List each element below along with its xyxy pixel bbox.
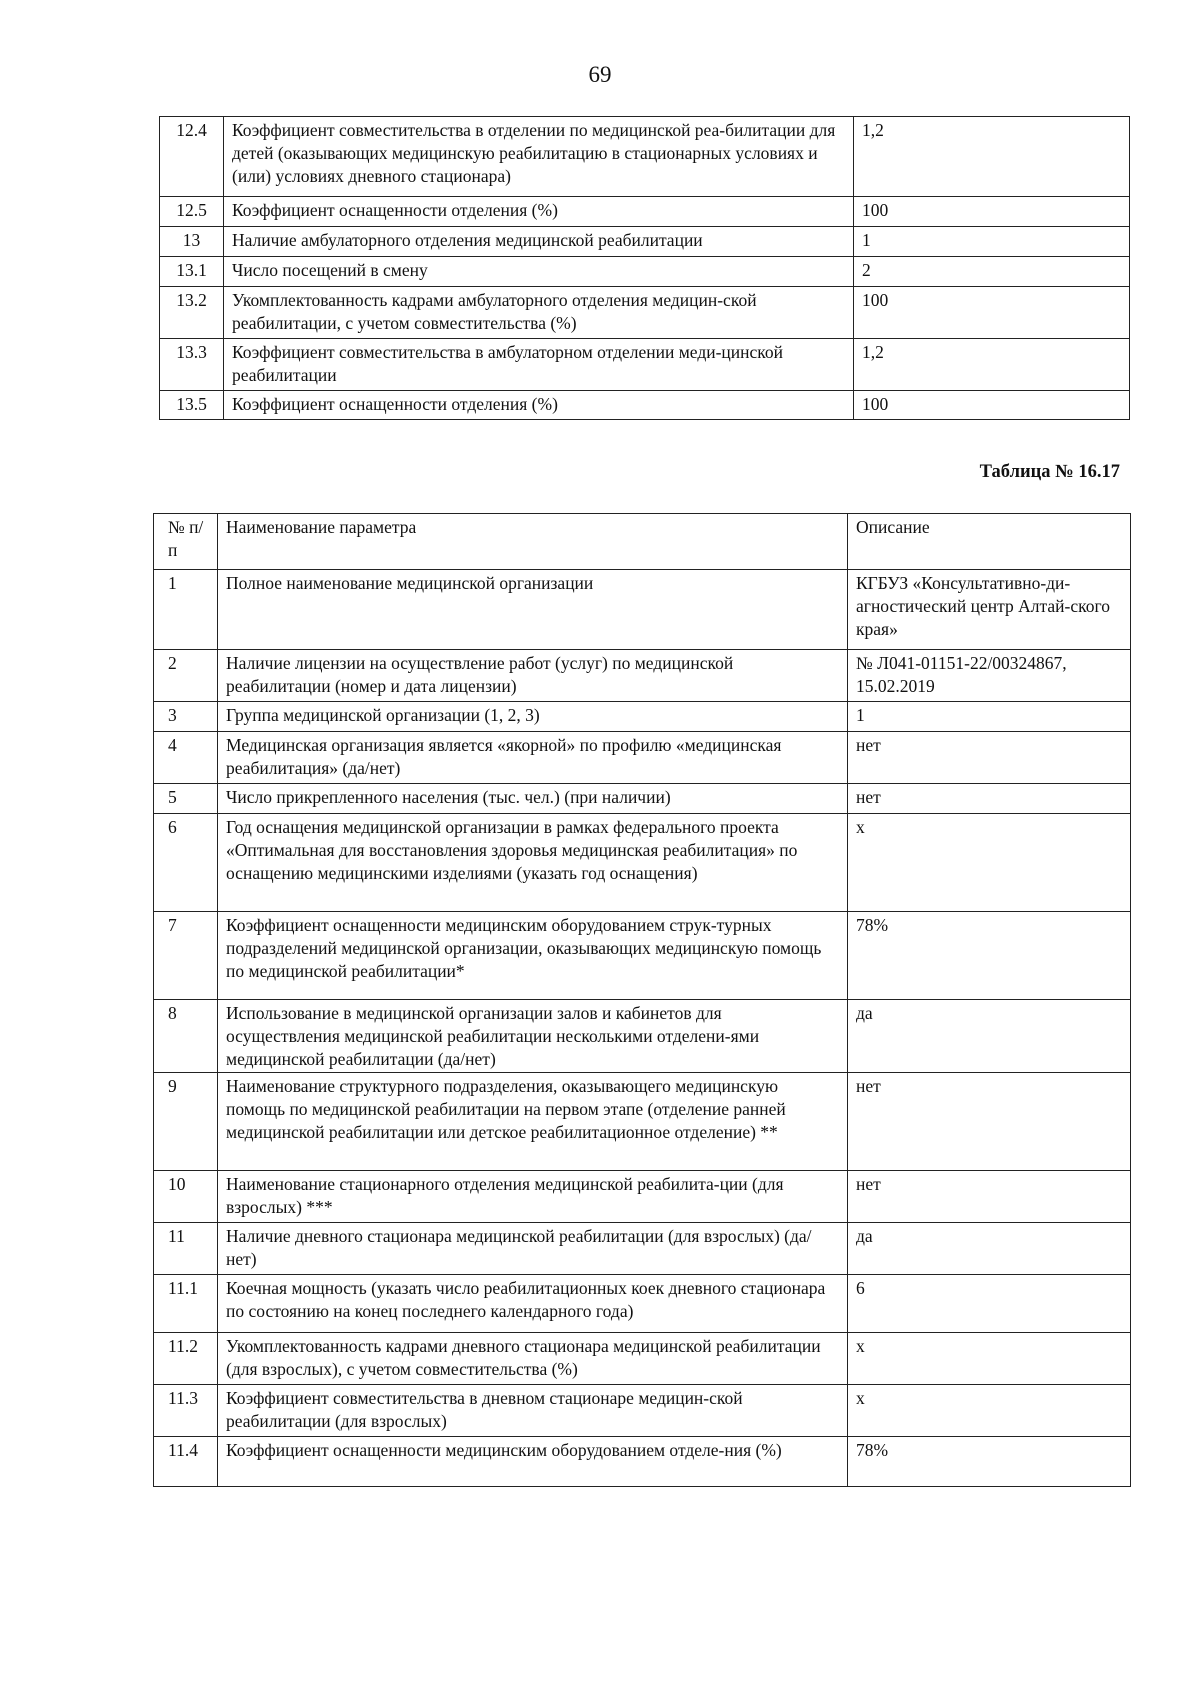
table-row (154, 570, 1131, 650)
cell-num: 13.5 (160, 391, 224, 420)
cell-value: 78% (848, 1437, 1131, 1487)
table-row (154, 1385, 1131, 1437)
cell-num: 13 (160, 227, 224, 257)
cell-name: Коэффициент совместительства в отделении по медицинской реа-билитации для детей (оказывающих медицинскую реабилитацию в стационарных условиях и (или) условиях дневного стационара) (224, 117, 854, 197)
cell-value: № Л041-01151-22/00324867, 15.02.2019 (848, 650, 1131, 702)
cell-name: Укомплектованность кадрами амбулаторного отделения медицин-ской реабилитации, с учетом совместительства (%) (224, 287, 854, 339)
cell-name: Наименование структурного подразделения, оказывающего медицинскую помощь по медицинской реабилитации на первом этапе (отделение ранней медицинской реабилитации или детское реабилитационное отделение) ** (218, 1073, 848, 1171)
table-row (160, 227, 1130, 257)
table-row (154, 814, 1131, 912)
table-row (160, 257, 1130, 287)
cell-num: 5 (154, 784, 218, 814)
cell-num: 6 (154, 814, 218, 912)
cell-name: Группа медицинской организации (1, 2, 3) (218, 702, 848, 732)
table-row (160, 339, 1130, 391)
cell-value: нет (848, 732, 1131, 784)
cell-value: 100 (854, 197, 1130, 227)
cell-num: 1 (154, 570, 218, 650)
cell-name: Год оснащения медицинской организации в рамках федерального проекта «Оптимальная для восстановления здоровья медицинская реабилитация» по оснащению медицинскими изделиями (указать год оснащения) (218, 814, 848, 912)
cell-name: Коэффициент совместительства в амбулаторном отделении меди-цинской реабилитации (224, 339, 854, 391)
table-caption: Таблица № 16.17 (979, 462, 1120, 482)
cell-value: да (848, 1223, 1131, 1275)
cell-num: 9 (154, 1073, 218, 1171)
cell-name: Использование в медицинской организации залов и кабинетов для осуществления медицинской реабилитации несколькими отделени-ями медицинской реабилитации (да/нет) (218, 1000, 848, 1073)
cell-value: 6 (848, 1275, 1131, 1333)
cell-num: 11.1 (154, 1275, 218, 1333)
cell-num: 2 (154, 650, 218, 702)
table-header-row (154, 514, 1131, 570)
header-value: Описание (848, 514, 1131, 570)
table-row (154, 702, 1131, 732)
cell-name: Укомплектованность кадрами дневного стационара медицинской реабилитации (для взрослых), с учетом совместительства (%) (218, 1333, 848, 1385)
table-row (154, 1000, 1131, 1073)
main-table (153, 513, 1131, 1487)
cell-name: Коэффициент оснащенности медицинским оборудованием отделе-ния (%) (218, 1437, 848, 1487)
table-row (154, 650, 1131, 702)
table-row (154, 1275, 1131, 1333)
cell-name: Медицинская организация является «якорной» по профилю «медицинская реабилитация» (да/нет) (218, 732, 848, 784)
cell-num: 8 (154, 1000, 218, 1073)
table-row (160, 117, 1130, 197)
table-row (154, 1223, 1131, 1275)
table-row (154, 912, 1131, 1000)
cell-num: 12.5 (160, 197, 224, 227)
cell-value: нет (848, 1171, 1131, 1223)
cell-value: x (848, 814, 1131, 912)
cell-name: Наименование стационарного отделения медицинской реабилита-ции (для взрослых) *** (218, 1171, 848, 1223)
cell-num: 11.4 (154, 1437, 218, 1487)
cell-num: 13.1 (160, 257, 224, 287)
cell-num: 13.3 (160, 339, 224, 391)
table-row (154, 1333, 1131, 1385)
table-row (160, 197, 1130, 227)
cell-value: 100 (854, 391, 1130, 420)
cell-name: Коэффициент оснащенности медицинским оборудованием струк-турных подразделений медицинской организации, оказывающих медицинскую помощь по медицинской реабилитации* (218, 912, 848, 1000)
cell-name: Наличие лицензии на осуществление работ (услуг) по медицинской реабилитации (номер и дата лицензии) (218, 650, 848, 702)
cell-value: x (848, 1333, 1131, 1385)
cell-name: Коэффициент оснащенности отделения (%) (224, 197, 854, 227)
cell-name: Число посещений в смену (224, 257, 854, 287)
cell-value: 2 (854, 257, 1130, 287)
cell-num: 13.2 (160, 287, 224, 339)
cell-num: 7 (154, 912, 218, 1000)
cell-value: x (848, 1385, 1131, 1437)
cell-value: КГБУЗ «Консультативно-ди-агностический центр Алтай-ского края» (848, 570, 1131, 650)
cell-name: Коэффициент совместительства в дневном стационаре медицин-ской реабилитации (для взрослых) (218, 1385, 848, 1437)
table-row (160, 287, 1130, 339)
cell-name: Коэффициент оснащенности отделения (%) (224, 391, 854, 420)
cell-name: Полное наименование медицинской организации (218, 570, 848, 650)
cell-value: 78% (848, 912, 1131, 1000)
cell-num: 4 (154, 732, 218, 784)
cell-num: 11.3 (154, 1385, 218, 1437)
cell-num: 11 (154, 1223, 218, 1275)
table-row (160, 391, 1130, 420)
cell-num: 12.4 (160, 117, 224, 197)
page-number: 69 (588, 62, 612, 87)
top-table (159, 116, 1130, 420)
header-name: Наименование параметра (218, 514, 848, 570)
cell-name: Коечная мощность (указать число реабилитационных коек дневного стационара по состоянию на конец последнего календарного года) (218, 1275, 848, 1333)
table-row (154, 1171, 1131, 1223)
cell-value: нет (848, 1073, 1131, 1171)
header-num: № п/п (154, 514, 218, 570)
cell-num: 11.2 (154, 1333, 218, 1385)
cell-value: 1 (854, 227, 1130, 257)
table-row (154, 1437, 1131, 1487)
cell-name: Число прикрепленного населения (тыс. чел.) (при наличии) (218, 784, 848, 814)
table-row (154, 1073, 1131, 1171)
cell-name: Наличие амбулаторного отделения медицинской реабилитации (224, 227, 854, 257)
cell-name: Наличие дневного стационара медицинской реабилитации (для взрослых) (да/нет) (218, 1223, 848, 1275)
cell-value: нет (848, 784, 1131, 814)
cell-num: 3 (154, 702, 218, 732)
cell-value: 100 (854, 287, 1130, 339)
cell-num: 10 (154, 1171, 218, 1223)
table-row (154, 784, 1131, 814)
cell-value: 1,2 (854, 117, 1130, 197)
cell-value: да (848, 1000, 1131, 1073)
cell-value: 1,2 (854, 339, 1130, 391)
table-row (154, 732, 1131, 784)
cell-value: 1 (848, 702, 1131, 732)
